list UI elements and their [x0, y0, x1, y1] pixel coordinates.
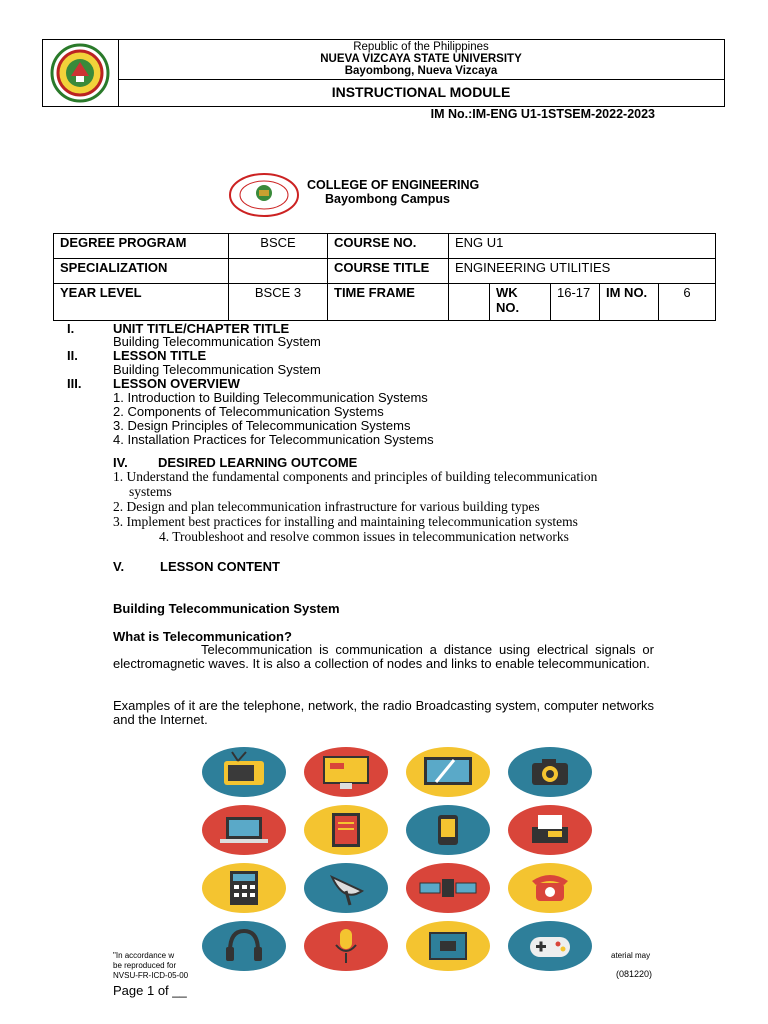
table-row — [54, 259, 716, 284]
overview-item: 3. Design Principles of Telecommunication Systems — [113, 418, 411, 433]
content-paragraph-1: Telecommunication is communication a distance using electrical signals or electromagnetic waves. It is also a collection of nodes and links to enable telecommunication. — [113, 642, 654, 671]
college-heading — [307, 178, 479, 206]
monitor-icon — [304, 747, 388, 797]
learning-outcomes — [113, 469, 673, 544]
gamepad-icon — [508, 921, 592, 971]
circuit-icon — [406, 921, 490, 971]
outcome-item: 3. Implement best practices for installing and maintaining telecommunication systems — [113, 514, 578, 529]
label-course-no: COURSE NO. — [328, 234, 449, 259]
section-3-number: III. — [67, 376, 82, 391]
header-institution — [118, 40, 724, 80]
course-info-table — [53, 233, 716, 321]
header-line-1: Republic of the Philippines — [353, 41, 489, 53]
im-no-cell — [600, 284, 716, 321]
college-campus: Bayombong Campus — [325, 192, 451, 206]
label-specialization: SPECIALIZATION — [54, 259, 229, 284]
value-specialization — [229, 259, 328, 284]
header-line-3: Bayombong, Nueva Vizcaya — [344, 65, 498, 77]
section-4-heading — [113, 455, 358, 470]
calculator-icon — [202, 863, 286, 913]
college-engineering-seal-icon — [228, 173, 300, 218]
label-wk-no: WK NO. — [490, 284, 551, 321]
value-im-no: 6 — [683, 285, 691, 300]
section-4-title: DESIRED LEARNING OUTCOME — [158, 455, 358, 470]
label-course-title: COURSE TITLE — [328, 259, 449, 284]
header-line-2: NUEVA VIZCAYA STATE UNIVERSITY — [320, 53, 522, 65]
overview-item: 1. Introduction to Building Telecommunication Systems — [113, 390, 428, 405]
section-2-text: Building Telecommunication System — [113, 362, 321, 377]
value-course-title: ENGINEERING UTILITIES — [449, 259, 716, 284]
label-im-no: IM NO. — [600, 284, 659, 320]
university-logo-cell — [43, 40, 119, 106]
footer-revision-code: (081220) — [616, 969, 653, 979]
im-number: IM No.:IM-ENG U1-1STSEM-2022-2023 — [430, 107, 655, 121]
flat-screen-icon — [406, 747, 490, 797]
document-header — [42, 39, 725, 107]
section-5-heading — [113, 559, 280, 574]
tablet-icon — [304, 805, 388, 855]
outcome-item: 1. Understand the fundamental components and principles of building telecommunication — [113, 469, 598, 484]
telephone-icon — [508, 863, 592, 913]
value-year-level: BSCE 3 — [229, 284, 328, 321]
footer-form-code: NVSU-FR-ICD-05-00 — [113, 971, 189, 980]
section-2-number: II. — [67, 348, 78, 363]
label-time-frame: TIME FRAME — [328, 284, 449, 321]
nvsu-seal-icon — [43, 40, 118, 106]
section-2-title: LESSON TITLE — [113, 348, 207, 363]
college-name: COLLEGE OF ENGINEERING — [307, 178, 480, 192]
section-1-title: UNIT TITLE/CHAPTER TITLE — [113, 321, 290, 336]
satellite-icon — [406, 863, 490, 913]
headphones-icon — [202, 921, 286, 971]
section-4-number: IV. — [113, 455, 128, 470]
value-course-no: ENG U1 — [449, 234, 716, 259]
label-year-level: YEAR LEVEL — [54, 284, 229, 321]
lesson-sections — [0, 322, 768, 452]
content-paragraph-2: Examples of it are the telephone, network, the radio Broadcasting system, computer networks and the Internet. — [113, 698, 654, 727]
overview-item: 4. Installation Practices for Telecommunication Systems — [113, 432, 434, 447]
section-5-number: V. — [113, 559, 125, 574]
laptop-icon — [202, 805, 286, 855]
microphone-icon — [304, 921, 388, 971]
section-1-text: Building Telecommunication System — [113, 334, 321, 349]
footer-notice-left-1: "In accordance w — [113, 951, 175, 960]
footer-notice-left-2: be reproduced for — [113, 961, 177, 970]
content-question: What is Telecommunication? — [113, 629, 292, 644]
outcome-item: 4. Troubleshoot and resolve common issues in telecommunication networks — [159, 529, 569, 544]
fax-icon — [508, 805, 592, 855]
label-degree-program: DEGREE PROGRAM — [54, 234, 229, 259]
section-5-title: LESSON CONTENT — [160, 559, 280, 574]
section-1-number: I. — [67, 321, 75, 336]
camera-icon — [508, 747, 592, 797]
phone-icon — [406, 805, 490, 855]
module-title: INSTRUCTIONAL MODULE — [331, 84, 511, 100]
telecom-icons-image — [198, 745, 598, 975]
value-degree-program: BSCE — [229, 234, 328, 259]
overview-item: 2. Components of Telecommunication Systems — [113, 404, 384, 419]
time-frame-blank — [449, 284, 490, 321]
table-row — [54, 234, 716, 259]
table-row — [54, 284, 716, 321]
outcome-item: 2. Design and plan telecommunication infrastructure for various building types — [113, 499, 540, 514]
value-wk-no: 16-17 — [551, 284, 600, 321]
satellite-dish-icon — [304, 863, 388, 913]
section-3-title: LESSON OVERVIEW — [113, 376, 240, 391]
footer-notice-right-1: aterial may — [611, 951, 651, 960]
page-number: Page 1 of __ — [113, 983, 187, 998]
content-heading: Building Telecommunication System — [113, 601, 340, 616]
tv-icon — [202, 747, 286, 797]
outcome-item: systems — [129, 484, 172, 499]
